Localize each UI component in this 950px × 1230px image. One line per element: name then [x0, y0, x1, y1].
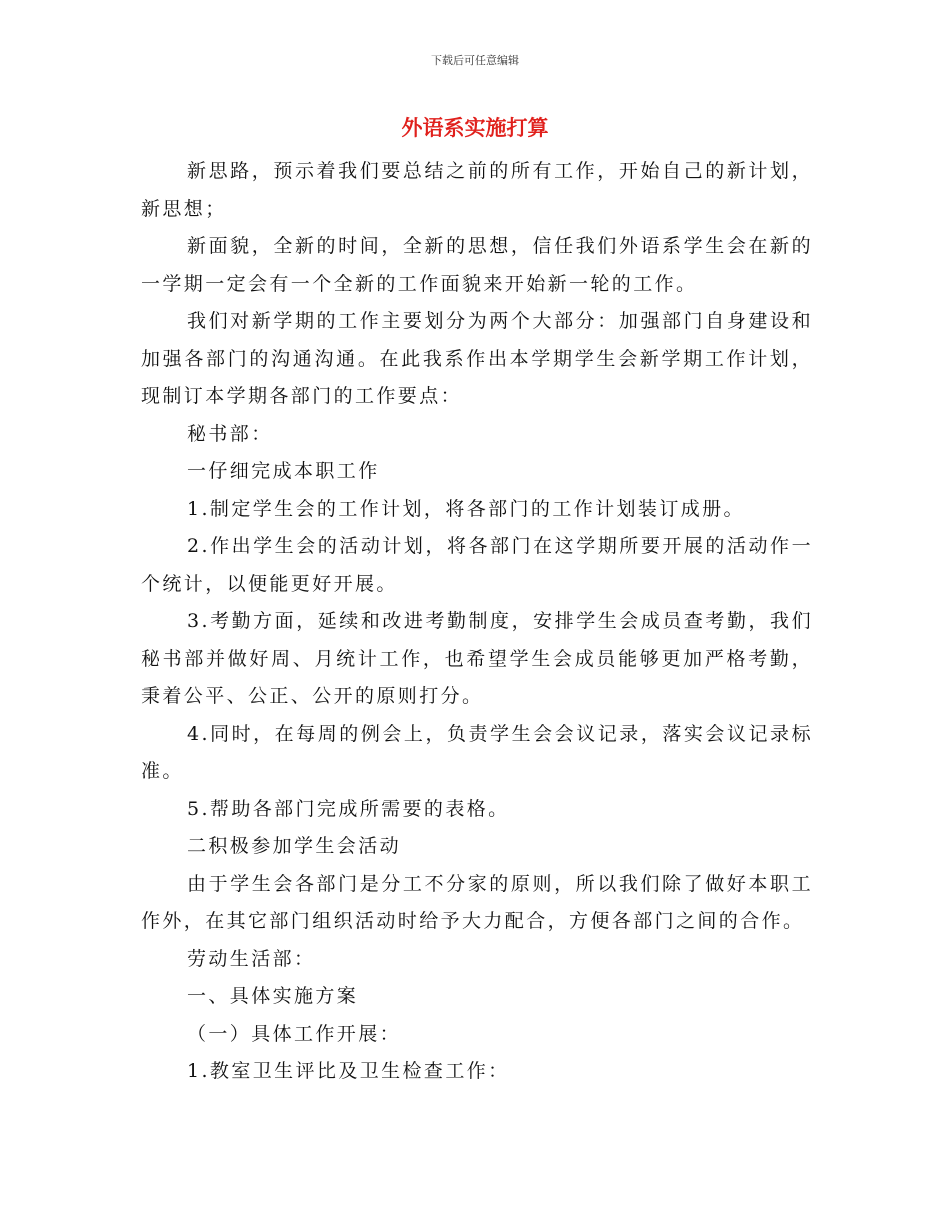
- paragraph-1: 新思路，预示着我们要总结之前的所有工作，开始自己的新计划，新思想；: [141, 160, 813, 220]
- section-heading-secretariat: 秘书部：: [187, 422, 273, 445]
- document-title: 外语系实施打算: [401, 115, 549, 140]
- subheading-plan: 一、具体实施方案: [187, 985, 359, 1007]
- subheading-duty: 一仔细完成本职工作: [187, 460, 380, 482]
- list-item-3: 3.考勤方面，延续和改进考勤制度，安排学生会成员查考勤，我们秘书部并做好周、月统计工作，也希望学生会成员能够更加严格考勤，秉着公平、公正、公开的原则打分。: [141, 610, 813, 707]
- list-item-classroom: 1.教室卫生评比及卫生检查工作：: [187, 1060, 510, 1082]
- subheading-work: （一）具体工作开展：: [187, 1022, 402, 1045]
- list-item-5: 5.帮助各部门完成所需要的表格。: [187, 797, 510, 820]
- paragraph-2: 新面貌，全新的时间，全新的思想，信任我们外语系学生会在新的一学期一定会有一个全新的工作面貌来开始新一轮的工作。: [141, 235, 813, 295]
- paragraph-cooperation: 由于学生会各部门是分工不分家的原则，所以我们除了做好本职工作外，在其它部门组织活动时给予大力配合，方便各部门之间的合作。: [141, 872, 813, 932]
- list-item-1: 1.制定学生会的工作计划，将各部门的工作计划装订成册。: [187, 497, 745, 520]
- document-body: [141, 153, 813, 1091]
- list-item-2: 2.作出学生会的活动计划，将各部门在这学期所要开展的活动作一个统计，以便能更好开展。: [141, 535, 813, 595]
- paragraph-3: 我们对新学期的工作主要划分为两个大部分：加强部门自身建设和加强各部门的沟通沟通。在此我系作出本学期学生会新学期工作计划，现制订本学期各部门的工作要点：: [141, 310, 813, 407]
- list-item-4: 4.同时，在每周的例会上，负责学生会会议记录，落实会议记录标准。: [141, 722, 813, 782]
- section-heading-labor: 劳动生活部：: [187, 947, 316, 970]
- page-header-note: 下载后可任意编辑: [431, 54, 519, 67]
- subheading-activities: 二积极参加学生会活动: [187, 835, 402, 857]
